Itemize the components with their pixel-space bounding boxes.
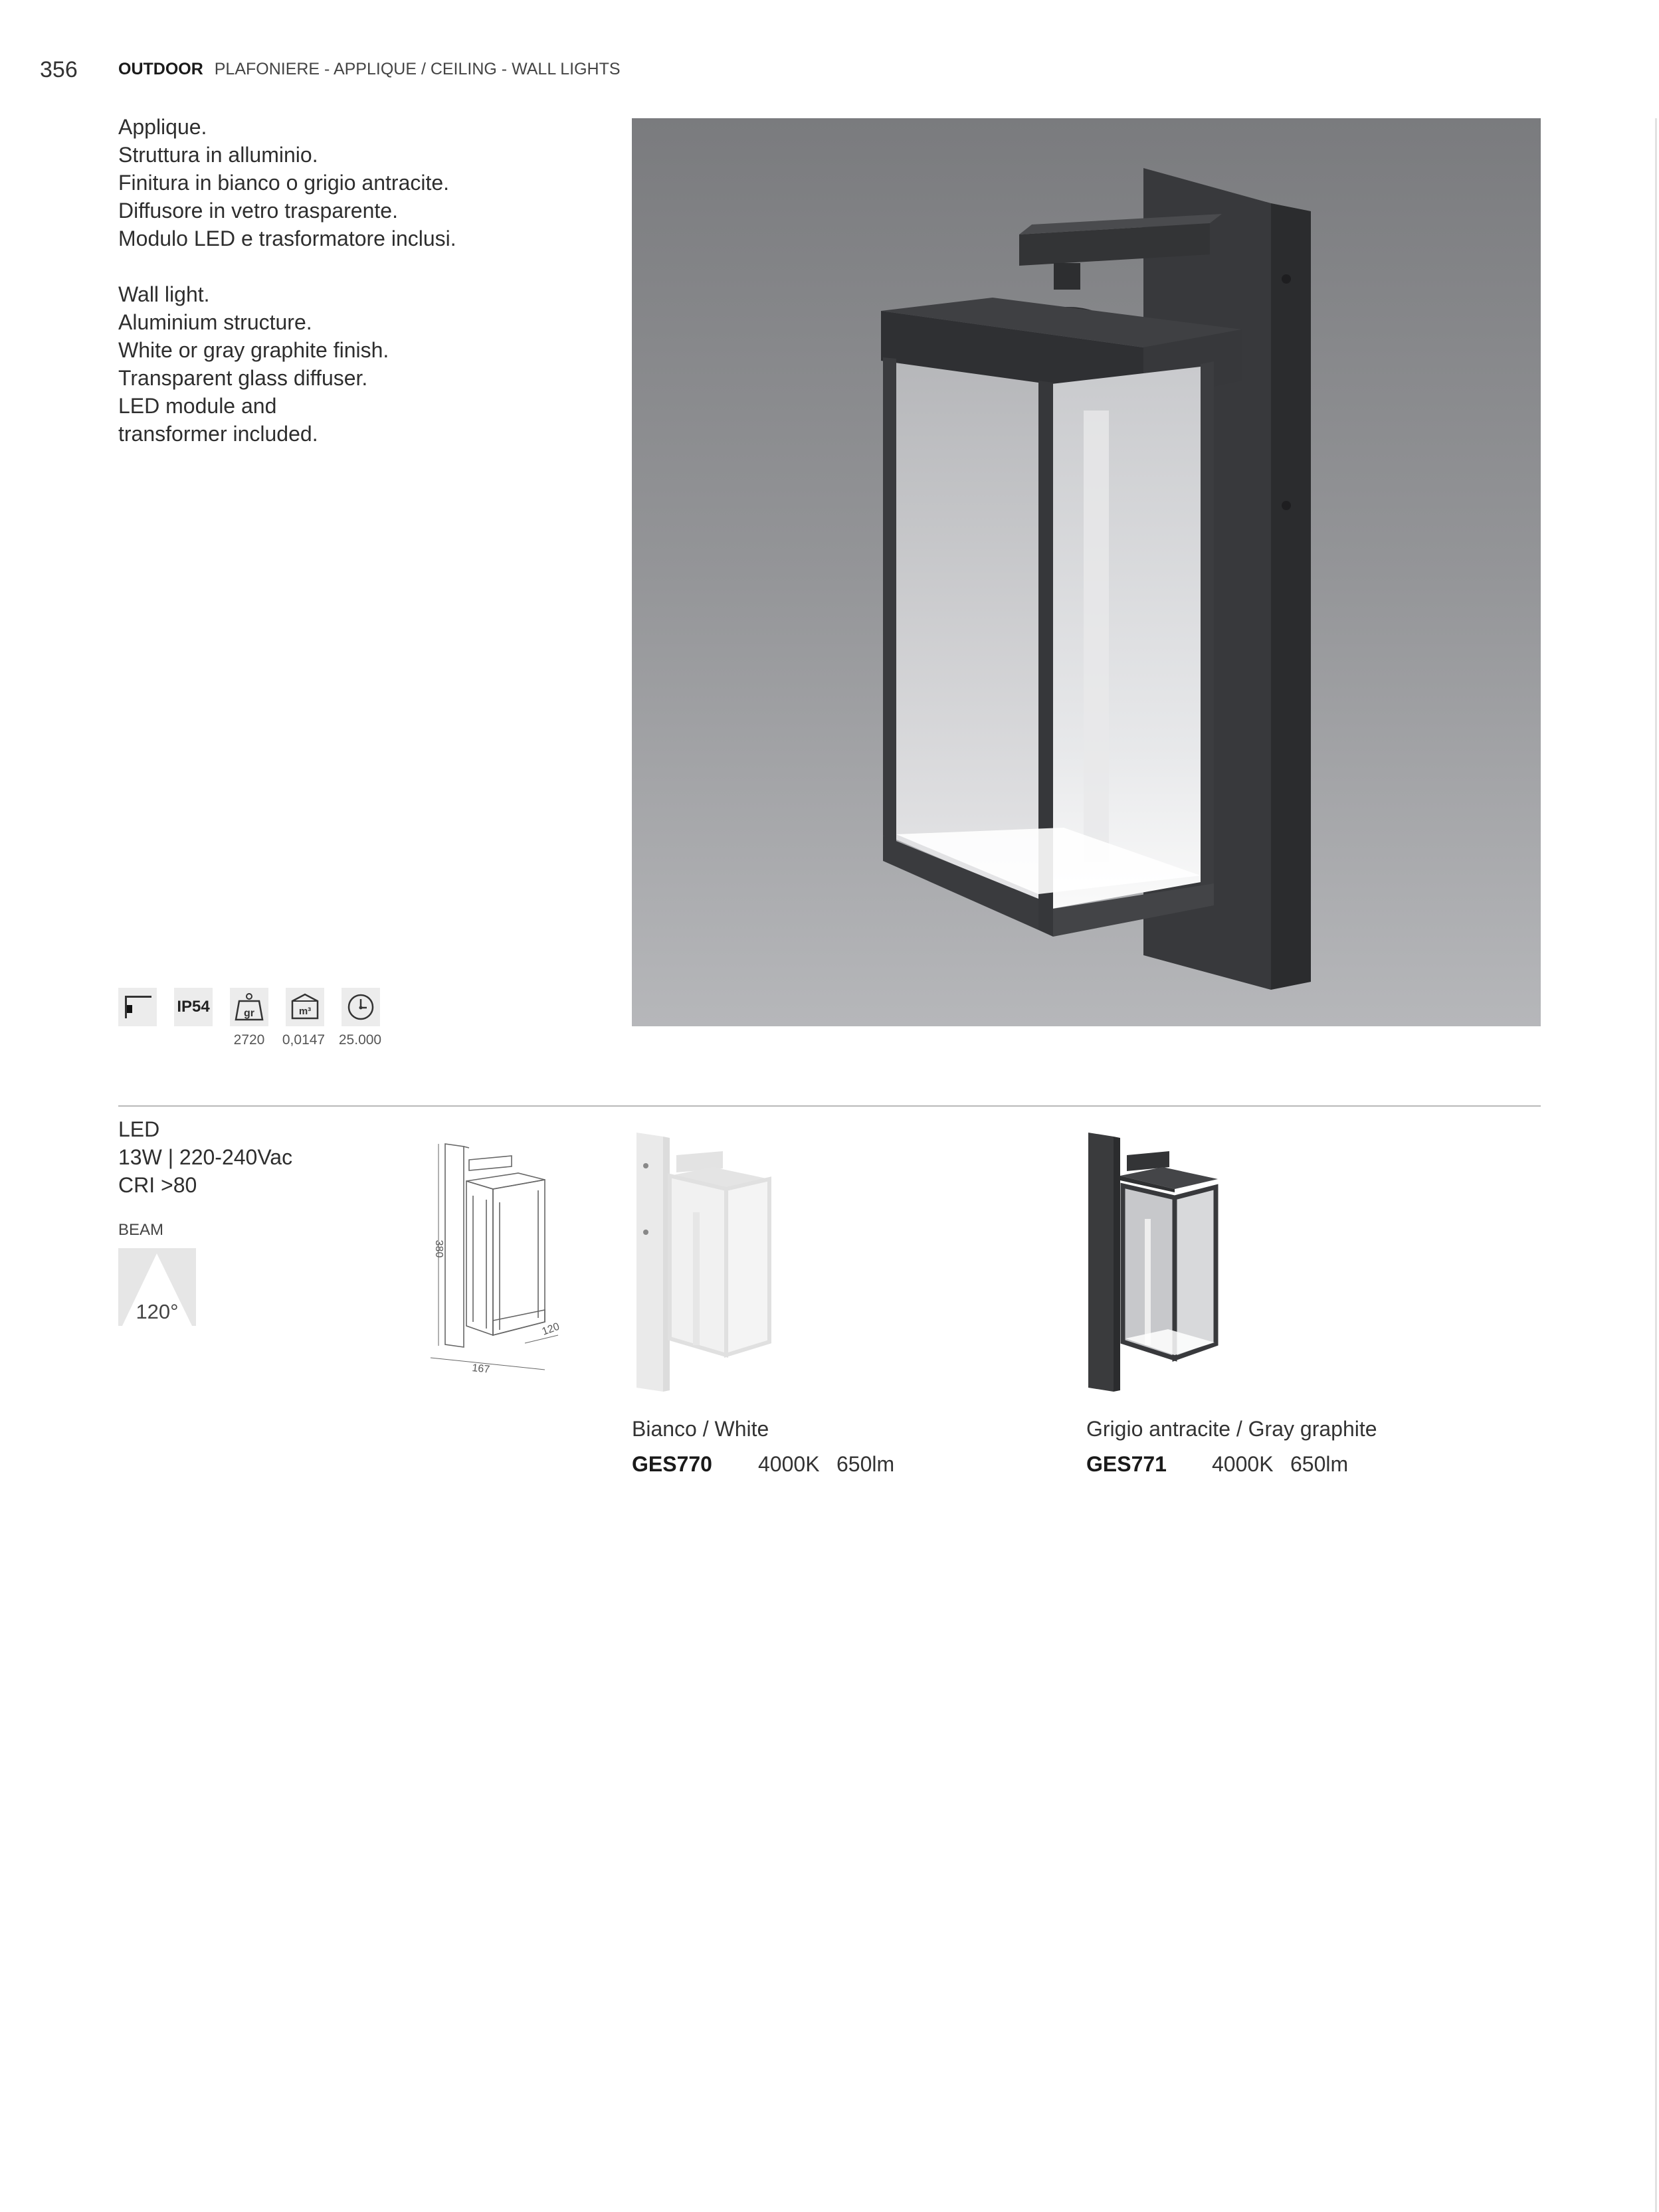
ip-rating-badge: IP54 [174,988,213,1026]
variant-gray-code: GES771 [1086,1452,1167,1476]
volume-value: 0,0147 [282,1032,326,1048]
volume-unit-label: m³ [298,1006,312,1017]
dimension-depth: 120 [540,1321,561,1338]
clock-icon [342,988,380,1026]
weight-value: 2720 [233,1032,265,1048]
section-title: OUTDOOR [118,60,203,78]
description-english [118,280,597,448]
variant-white-name: Bianco / White [632,1417,769,1441]
volume-m3-icon [286,988,324,1026]
variant-white-code: GES770 [632,1452,712,1476]
lifetime-value: 25.000 [338,1032,382,1048]
dimension-drawing [425,1136,571,1378]
description-line: Struttura in alluminio. [118,143,318,167]
description-line: transformer included. [118,422,318,446]
variant-white-photo [630,1126,783,1402]
variant-gray-lumen: 650lm [1290,1452,1349,1476]
page-edge-rule [1655,118,1657,2212]
cri-value: CRI >80 [118,1173,197,1197]
variant-gray-photo [1082,1126,1234,1402]
variant-white-cct: 4000K [758,1452,820,1476]
description-line: Finitura in bianco o grigio antracite. [118,171,450,195]
page-number: 356 [40,57,78,82]
description-line: LED module and [118,394,277,418]
hero-product-photo [632,118,1541,1026]
description-italian [118,113,597,252]
description-line: Wall light. [118,282,210,306]
section-divider [118,1105,1541,1107]
section-header [118,60,621,79]
weight-gr-icon [230,988,268,1026]
description-line: Modulo LED e trasformatore inclusi. [118,227,456,250]
wall-mount-icon [118,988,157,1026]
weight-unit-label: gr [244,1008,254,1019]
variant-gray-name: Grigio antracite / Gray graphite [1086,1417,1377,1441]
description-line: Aluminium structure. [118,310,312,334]
power-voltage: 13W | 220-240Vac [118,1145,293,1169]
beam-label: BEAM [118,1221,164,1239]
dimension-height: 380 [433,1240,444,1258]
description-line: White or gray graphite finish. [118,338,389,362]
description-line: Applique. [118,115,207,139]
light-source: LED [118,1117,160,1141]
description-line: Transparent glass diffuser. [118,366,368,390]
beam-angle-value: 120° [136,1300,179,1323]
dimension-width: 167 [471,1362,490,1375]
variant-gray-cct: 4000K [1212,1452,1274,1476]
description-line: Diffusore in vetro trasparente. [118,199,398,223]
category-title: PLAFONIERE - APPLIQUE / CEILING - WALL LIGHTS [214,60,621,78]
variant-white-lumen: 650lm [836,1452,895,1476]
